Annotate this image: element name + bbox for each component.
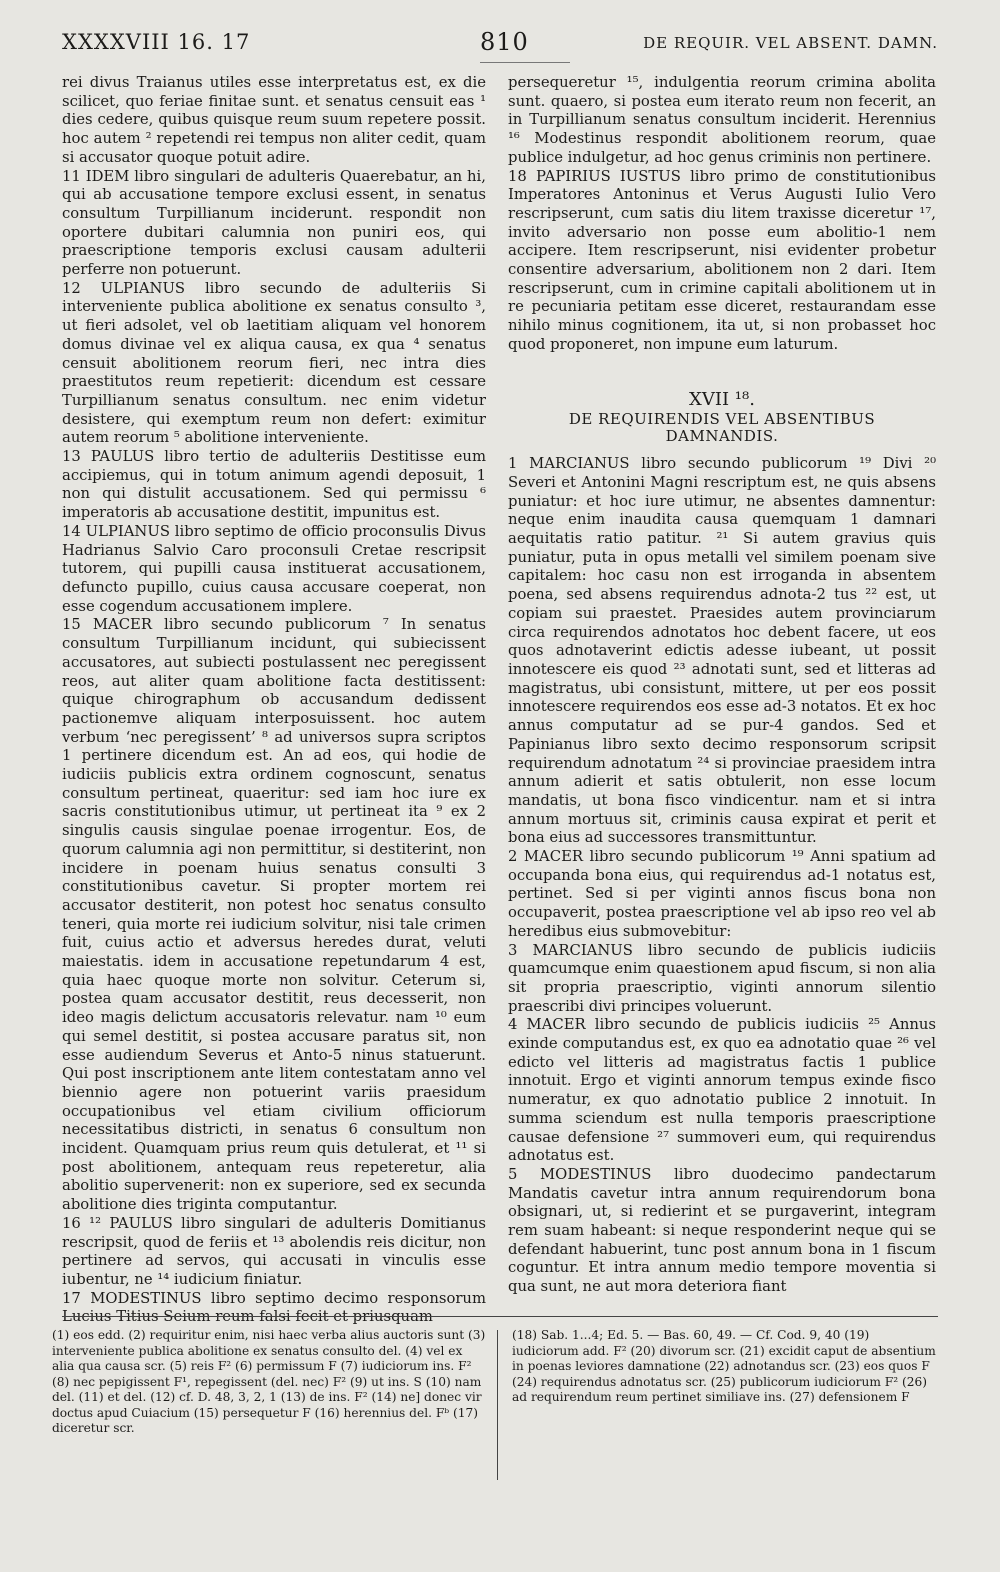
title-number: XVII ¹⁸. bbox=[689, 388, 755, 410]
paragraph: persequeretur ¹⁵, indulgentia reorum crimina abolita sunt. quaero, si postea eum iterato reum non fecerit, an in Turpillianum senatus consultum inciderit. Herennius ¹⁶ Modestinus respondit abolitionem reorum, quae publice indulgetur, ad hoc genus criminis non pertinere. bbox=[508, 74, 936, 166]
running-header bbox=[62, 30, 938, 60]
title-heading: DE REQUIRENDIS VEL ABSENTIBUS DAMNANDIS. bbox=[568, 410, 876, 446]
header-rule bbox=[480, 62, 570, 63]
footnotes-left bbox=[52, 1328, 488, 1437]
paragraph: 3 MARCIANUS libro secundo de publicis iudiciis quamcumque enim quaestionem apud fiscum, si non alia sit propria praescriptio, viginti annorum silentio praescribi divi principes voluerunt. bbox=[508, 941, 936, 1015]
paragraph: 2 MACER libro secundo publicorum ¹⁹ Anni spatium ad occupanda bona eius, qui requirendus ad-1 notatus est, pertinet. Sed si per viginti annos fiscus bona non occupaverit, postea praescriptione vel ab ipso reo vel ab heredibus eius submovebitur: bbox=[508, 848, 936, 940]
paragraph: 15 MACER libro secundo publicorum ⁷ In senatus consultum Turpillianum incidunt, qui subiecissent accusatores, aut subiecti postulassent nec peregissent reos, aut aliter quam abolitione facta destitissent: quique chirographum ob accusandum dedissent pactionemve aliquam interposuissent. hoc autem verbum ‘nec peregissent’ ⁸ ad universos supra scriptos 1 pertinere dicendum est. An ad eos, qui hodie de iudiciis publicis extra ordinem cognoscunt, senatus consultum pertineat, quaeritur: sed iam hoc iure ex sacris constitutionibus utimur, ut pertineat ita ⁹ ex 2 singulis causis singulae poenae irrogentur. Eos, de quorum calumnia agi non permittitur, si destiterint, non incidere in poenam huius senatus consulti 3 constitutionibus cavetur. Si propter mortem rei accusator destiterit, non potest hoc senatus consulto teneri, quia morte rei iudicium solvitur, nisi tale crimen fuit, cuius actio et adversus heredes durat, veluti maiestatis. idem in accusatione repetundarum 4 est, quia haec quoque morte non solvitur. Ceterum si, postea quam accusator destitit, reus decesserit, non ideo magis delictum accusatoris relevatur. nam ¹⁰ eum qui semel destitit, si postea accusare paratus sit, non esse audiendum Severus et Anto-5 ninus statuerunt. Qui post inscriptionem ante litem contestatam anno vel biennio agere non potuerint variis praesidum occupationibus vel etiam civilium officiorum necessitatibus districti, in senatus 6 consultum non incident. Quamquam prius reum quis detulerat, et ¹¹ si post abolitionem, antequam reus repeteretur, alia abolitio supervenerit: non ex superiore, sed ex secunda abolitione dies triginta computantur. bbox=[62, 616, 486, 1214]
paragraph: 1 MARCIANUS libro secundo publicorum ¹⁹ Divi ²⁰ Severi et Antonini Magni rescriptum est, ne quis absens puniatur: et hoc iure utimur, ne absentes damnentur: neque enim inaudita causa quemquam 1 damnari aequitatis ratio patitur. ²¹ Si autem gravius quis puniatur, puta in opus metalli vel similem poenam sive capitalem: hoc casu non est irroganda in absentem poena, sed absens requirendus adnota-2 tus ²² est, ut copiam sui praestet. Praesides autem provinciarum circa requirendos adnotatos hoc debent facere, ut eos quos adnotaverint edictis adesse iubeant, ut possit innotescere eis quod ²³ adnotati sunt, sed et litteras ad magistratus, ubi consistunt, mittere, ut per eos possit innotescere requirendos eos esse ad-3 notatos. Et ex hoc annus computatur ad se pur-4 gandos. Sed et Papinianus libro sexto decimo responsorum scripsit requirendum adnotatum ²⁴ si provinciae praesidem intra annum adierit et satis obtulerit, non esse locum mandatis, ut bona fisco vindicentur. nam et si intra annum mortuus sit, criminis causa expirat et perit et bona eius ad successores transmittuntur. bbox=[508, 455, 936, 847]
paragraph: 13 PAULUS libro tertio de adulteriis Destitisse eum accipiemus, qui in totum animum agendi deposuit, 1 non qui distulit accusationem. Sed qui permissu ⁶ imperatoris ab accusatione destitit, impunitus est. bbox=[62, 448, 486, 522]
paragraph: 11 IDEM libro singulari de adulteris Quaerebatur, an hi, qui ab accusatione tempore exclusi essent, in senatus consultum Turpillianum inciderunt. respondit non oportere dubitari calumnia non puniri eos, qui praescriptione temporis exclusi causam adulterii perferre non potuerunt. bbox=[62, 167, 486, 279]
footnotes-right bbox=[512, 1328, 938, 1406]
paragraph: 12 ULPIANUS libro secundo de adulteriis Si interveniente publica abolitione ex senatus consulto ³, ut fieri adsolet, vel ob laetitiam aliquam vel honorem domus divinae vel ex aliqua causa, ex qua ⁴ senatus censuit abolitionem reorum fieri, nec intra dies praestitutos reum repetierit: dicendum est cessare Turpillianum senatus consultum. nec enim videtur desistere, qui exemptum reum non defert: eximitur autem reorum ⁵ abolitione interveniente. bbox=[62, 279, 486, 447]
footnote-text: (18) Sab. 1...4; Ed. 5. — Bas. 60, 49. — Cf. Cod. 9, 40 (19) iudiciorum add. F² (20) divorum scr. (21) excidit caput de absentium in poenas leviores damnatione (22) adnotandus scr. (23) eos quos F (24) requirendus adnotatus scr. (25) publicorum iudiciorum F² (26) ad requirendum reum pertinet similiave ins. (27) defensionem F bbox=[512, 1328, 936, 1404]
page-number: 810 bbox=[480, 28, 529, 56]
paragraph: rei divus Traianus utiles esse interpretatus est, ex die scilicet, quo feriae finitae sunt. et senatus censuit eas ¹ dies cedere, quibus quisque reum suum repetere possit. hoc autem ² repetendi rei tempus non aliter cedit, quam si accusator quoque potuit adire. bbox=[62, 74, 486, 166]
header-title: DE REQUIR. VEL ABSENT. DAMN. bbox=[643, 34, 938, 52]
paragraph: 5 MODESTINUS libro duodecimo pandectarum Mandatis cavetur intra annum requirendorum bona obsignari, ut, si redierint et se purgaverint, integram rem suam habeant: si neque responderint neque qui se defendant habuerint, tunc post annum bona in 1 fiscum coguntur. Et intra annum medio tempore moventia si qua sunt, ne aut mora deteriora fiant bbox=[508, 1165, 936, 1296]
footnote-text: (1) eos edd. (2) requiritur enim, nisi haec verba alius auctoris sunt (3) interveniente publica abolitione ex senatus consulto del. (4) vel ex alia qua causa scr. (5) reis F² (6) permissum F (7) iudiciorum ins. F² (8) nec pepigissent F¹, repegissent (del. nec) F² (9) ut ins. S (10) nam del. (11) et del. (12) cf. D. 48, 3, 2, 1 (13) de ins. F² (14) ne] donec vir doctus apud Cuiacium (15) persequetur F (16) herennius del. Fᵇ (17) diceretur scr. bbox=[52, 1328, 486, 1435]
footnote-divider bbox=[497, 1330, 498, 1480]
footnote-rule bbox=[62, 1316, 938, 1317]
paragraph: 17 MODESTINUS libro septimo decimo responsorum Lucius Titius Seium reum falsi fecit et priusquam bbox=[62, 1289, 486, 1326]
left-column bbox=[62, 74, 486, 1327]
right-column bbox=[508, 74, 936, 1297]
paragraph: 16 ¹² PAULUS libro singulari de adulteris Domitianus rescripsit, quod de feriis et ¹³ abolendis reis dicitur, non pertinere ad servos, qui accusati in vinculis esse iubentur, ne ¹⁴ iudicium finiatur. bbox=[62, 1214, 486, 1288]
paragraph: 18 PAPIRIUS IUSTUS libro primo de constitutionibus Imperatores Antoninus et Verus Augusti Iulio Vero rescripserunt, cum satis diu litem traxisse diceretur ¹⁷, invito adversario non posse eum abolitio-1 nem accipere. Item rescripserunt, nisi evidenter probetur consentire adversarium, abolitionem non 2 dari. Item rescripserunt, cum in crimine capitali abolitionem ut in re pecuniaria petitam esse diceret, restaurandam esse nihilo minus cognitionem, ita ut, si non probasset hoc quod proponeret, non impune eum laturum. bbox=[508, 167, 936, 353]
header-reference: XXXXVIII 16. 17 bbox=[62, 30, 251, 54]
paragraph: 4 MACER libro secundo de publicis iudiciis ²⁵ Annus exinde computandus est, ex quo ea adnotatio quae ²⁶ vel edicto vel litteris ad magistratus factis 1 publice innotuit. Ergo et viginti annorum tempus exinde fisco numeratur, ex quo adnotatio publice 2 innotuit. In summa sciendum est nulla temporis praescriptione causae defensione ²⁷ summoveri eum, qui requirendus adnotatus est. bbox=[508, 1016, 936, 1165]
paragraph: 14 ULPIANUS libro septimo de officio proconsulis Divus Hadrianus Salvio Caro proconsuli Cretae rescripsit tutorem, qui pupilli causa instituerat accusationem, defuncto pupillo, cuius causa accusare coeperat, non esse cogendum accusationem implere. bbox=[62, 522, 486, 615]
